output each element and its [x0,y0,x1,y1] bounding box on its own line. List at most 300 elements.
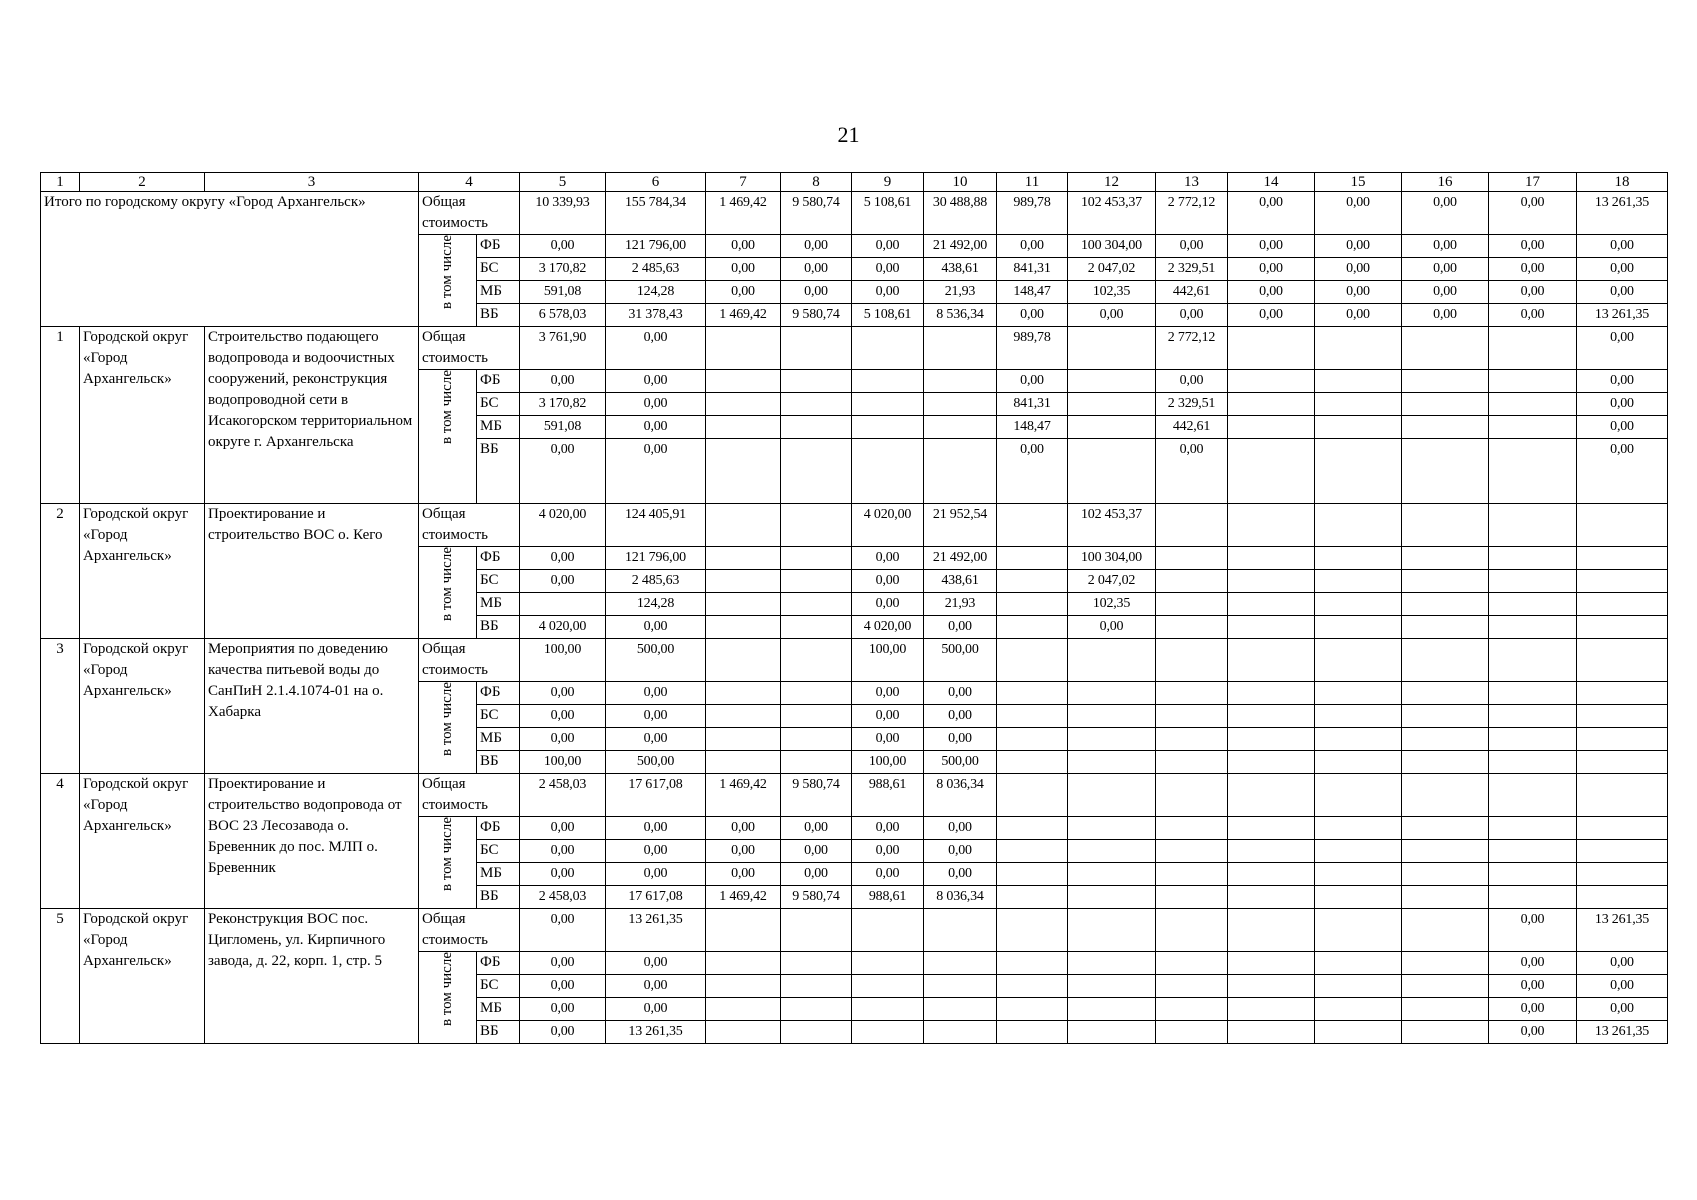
value-cell-col-10: 500,00 [924,639,997,682]
value-cell-col-18: 0,00 [1577,439,1668,504]
table-body [41,173,1668,1044]
value-cell-col-11: 0,00 [997,304,1068,327]
value-cell-col-15 [1315,998,1402,1021]
value-cell-col-7 [706,393,781,416]
funding-source-label: БС [477,393,520,416]
value-cell-col-11: 989,78 [997,327,1068,370]
value-cell-col-16 [1402,639,1489,682]
value-cell-col-10 [924,998,997,1021]
value-cell-col-16 [1402,1021,1489,1044]
value-cell-col-9 [852,975,924,998]
value-cell-col-7 [706,975,781,998]
value-cell-col-9: 0,00 [852,547,924,570]
value-cell-col-12: 100 304,00 [1068,235,1156,258]
value-cell-col-12 [1068,705,1156,728]
value-cell-col-10: 438,61 [924,570,997,593]
value-cell-col-15 [1315,416,1402,439]
value-cell-col-11 [997,817,1068,840]
value-cell-col-6: 0,00 [606,840,706,863]
project-description: Мероприятия по доведению качества питьевой воды до СанПиН 2.1.4.1074-01 на о. Хабарка [205,639,419,774]
value-cell-col-6: 2 485,63 [606,570,706,593]
project-number: 4 [41,774,80,909]
value-cell-col-7: 1 469,42 [706,886,781,909]
value-cell-col-5: 0,00 [520,728,606,751]
value-cell-col-11: 841,31 [997,393,1068,416]
value-cell-col-9: 0,00 [852,593,924,616]
value-cell-col-16 [1402,998,1489,1021]
funding-source-label: БС [477,258,520,281]
value-cell-col-14 [1228,774,1315,817]
value-cell-col-13: 0,00 [1156,235,1228,258]
value-cell-col-18 [1577,682,1668,705]
funding-source-label: БС [477,840,520,863]
value-cell-col-14 [1228,1021,1315,1044]
value-cell-col-12 [1068,439,1156,504]
value-cell-col-12 [1068,774,1156,817]
project-2-total-row [41,504,1668,547]
value-cell-col-17 [1489,570,1577,593]
value-cell-col-5: 0,00 [520,370,606,393]
value-cell-col-8 [781,593,852,616]
value-cell-col-14 [1228,327,1315,370]
value-cell-col-9: 0,00 [852,840,924,863]
value-cell-col-15: 0,00 [1315,235,1402,258]
value-cell-col-13 [1156,817,1228,840]
value-cell-col-17 [1489,886,1577,909]
value-cell-col-12 [1068,1021,1156,1044]
value-cell-col-7: 1 469,42 [706,774,781,817]
value-cell-col-5: 10 339,93 [520,192,606,235]
including-label-cell [419,682,477,774]
value-cell-col-5: 6 578,03 [520,304,606,327]
value-cell-col-6: 0,00 [606,370,706,393]
value-cell-col-17 [1489,817,1577,840]
value-cell-col-7 [706,998,781,1021]
funding-source-label: МБ [477,728,520,751]
value-cell-col-6: 124,28 [606,593,706,616]
value-cell-col-11: 148,47 [997,416,1068,439]
col-num-11: 11 [997,173,1068,192]
value-cell-col-17 [1489,547,1577,570]
value-cell-col-11: 0,00 [997,370,1068,393]
value-cell-col-17: 0,00 [1489,258,1577,281]
value-cell-col-9: 0,00 [852,258,924,281]
value-cell-col-17 [1489,682,1577,705]
value-cell-col-17: 0,00 [1489,235,1577,258]
value-cell-col-5: 0,00 [520,998,606,1021]
value-cell-col-17: 0,00 [1489,281,1577,304]
value-cell-col-6: 17 617,08 [606,886,706,909]
project-number: 3 [41,639,80,774]
value-cell-col-6: 0,00 [606,439,706,504]
value-cell-col-11 [997,909,1068,952]
value-cell-col-17 [1489,863,1577,886]
value-cell-col-8 [781,416,852,439]
value-cell-col-18: 0,00 [1577,370,1668,393]
value-cell-col-7 [706,570,781,593]
value-cell-col-5: 591,08 [520,281,606,304]
value-cell-col-18 [1577,639,1668,682]
value-cell-col-15 [1315,886,1402,909]
column-number-row [41,173,1668,192]
value-cell-col-13: 2 329,51 [1156,393,1228,416]
value-cell-col-7: 1 469,42 [706,304,781,327]
value-cell-col-18 [1577,840,1668,863]
value-cell-col-11 [997,886,1068,909]
value-cell-col-5: 4 020,00 [520,504,606,547]
col-num-12: 12 [1068,173,1156,192]
value-cell-col-10: 21,93 [924,281,997,304]
including-label: в том числе [439,235,455,310]
funding-source-label: БС [477,975,520,998]
value-cell-col-11 [997,998,1068,1021]
value-cell-col-18: 0,00 [1577,327,1668,370]
value-cell-col-16 [1402,886,1489,909]
value-cell-col-7 [706,952,781,975]
total-cost-label: Общая стоимость [419,192,520,235]
value-cell-col-8 [781,616,852,639]
value-cell-col-6: 124,28 [606,281,706,304]
value-cell-col-8: 0,00 [781,863,852,886]
value-cell-col-18: 0,00 [1577,975,1668,998]
value-cell-col-11 [997,863,1068,886]
value-cell-col-12 [1068,327,1156,370]
value-cell-col-8 [781,975,852,998]
value-cell-col-13 [1156,682,1228,705]
funding-source-label: ФБ [477,547,520,570]
funding-source-label: БС [477,705,520,728]
value-cell-col-14 [1228,439,1315,504]
value-cell-col-15 [1315,952,1402,975]
value-cell-col-5: 0,00 [520,547,606,570]
value-cell-col-12: 102 453,37 [1068,192,1156,235]
value-cell-col-18 [1577,728,1668,751]
value-cell-col-10: 0,00 [924,840,997,863]
value-cell-col-6: 0,00 [606,952,706,975]
funding-source-label: ФБ [477,235,520,258]
including-label: в том числе [439,547,455,622]
value-cell-col-16 [1402,728,1489,751]
value-cell-col-8 [781,393,852,416]
value-cell-col-8: 9 580,74 [781,192,852,235]
value-cell-col-13: 2 772,12 [1156,192,1228,235]
value-cell-col-15 [1315,975,1402,998]
value-cell-col-6: 2 485,63 [606,258,706,281]
value-cell-col-11: 841,31 [997,258,1068,281]
value-cell-col-17: 0,00 [1489,1021,1577,1044]
value-cell-col-14: 0,00 [1228,235,1315,258]
value-cell-col-9: 988,61 [852,886,924,909]
project-3-total-row [41,639,1668,682]
value-cell-col-10: 0,00 [924,817,997,840]
value-cell-col-15: 0,00 [1315,192,1402,235]
value-cell-col-16 [1402,817,1489,840]
value-cell-col-8: 0,00 [781,235,852,258]
value-cell-col-16: 0,00 [1402,281,1489,304]
value-cell-col-13: 0,00 [1156,439,1228,504]
value-cell-col-14 [1228,416,1315,439]
investment-table [40,172,1668,1044]
value-cell-col-10: 0,00 [924,682,997,705]
value-cell-col-10: 0,00 [924,728,997,751]
col-num-10: 10 [924,173,997,192]
value-cell-col-7 [706,682,781,705]
value-cell-col-10: 21 952,54 [924,504,997,547]
project-district: Городской округ «Город Архангельск» [80,504,205,639]
value-cell-col-18 [1577,616,1668,639]
col-num-9: 9 [852,173,924,192]
value-cell-col-9: 0,00 [852,705,924,728]
value-cell-col-13: 442,61 [1156,416,1228,439]
value-cell-col-15 [1315,705,1402,728]
value-cell-col-11 [997,751,1068,774]
value-cell-col-13: 2 772,12 [1156,327,1228,370]
value-cell-col-14 [1228,817,1315,840]
value-cell-col-6: 0,00 [606,863,706,886]
value-cell-col-16 [1402,416,1489,439]
col-num-14: 14 [1228,173,1315,192]
value-cell-col-12: 0,00 [1068,304,1156,327]
value-cell-col-18 [1577,570,1668,593]
value-cell-col-6: 155 784,34 [606,192,706,235]
value-cell-col-13 [1156,774,1228,817]
including-label-cell [419,370,477,504]
value-cell-col-11 [997,975,1068,998]
project-1-total-row [41,327,1668,370]
value-cell-col-15 [1315,774,1402,817]
project-number: 1 [41,327,80,504]
value-cell-col-5: 0,00 [520,235,606,258]
value-cell-col-12 [1068,393,1156,416]
value-cell-col-10: 21 492,00 [924,547,997,570]
value-cell-col-8 [781,547,852,570]
value-cell-col-15 [1315,593,1402,616]
value-cell-col-14 [1228,393,1315,416]
value-cell-col-13: 0,00 [1156,370,1228,393]
value-cell-col-10 [924,327,997,370]
value-cell-col-11: 148,47 [997,281,1068,304]
value-cell-col-13 [1156,728,1228,751]
value-cell-col-6: 0,00 [606,393,706,416]
value-cell-col-17 [1489,840,1577,863]
value-cell-col-7 [706,909,781,952]
value-cell-col-15 [1315,1021,1402,1044]
value-cell-col-9: 100,00 [852,751,924,774]
value-cell-col-11 [997,774,1068,817]
value-cell-col-7: 0,00 [706,840,781,863]
value-cell-col-12: 2 047,02 [1068,570,1156,593]
value-cell-col-14 [1228,840,1315,863]
value-cell-col-12 [1068,863,1156,886]
value-cell-col-13 [1156,840,1228,863]
project-district: Городской округ «Город Архангельск» [80,327,205,504]
value-cell-col-8 [781,370,852,393]
value-cell-col-6: 121 796,00 [606,547,706,570]
value-cell-col-8 [781,909,852,952]
value-cell-col-10 [924,370,997,393]
value-cell-col-12 [1068,998,1156,1021]
value-cell-col-9: 0,00 [852,863,924,886]
value-cell-col-9: 0,00 [852,728,924,751]
value-cell-col-13 [1156,593,1228,616]
value-cell-col-16 [1402,504,1489,547]
value-cell-col-12: 0,00 [1068,616,1156,639]
value-cell-col-11 [997,952,1068,975]
value-cell-col-13 [1156,570,1228,593]
value-cell-col-9: 988,61 [852,774,924,817]
value-cell-col-14 [1228,593,1315,616]
project-number: 5 [41,909,80,1044]
including-label-cell [419,952,477,1044]
value-cell-col-6: 0,00 [606,728,706,751]
funding-source-label: ФБ [477,370,520,393]
total-cost-label: Общая стоимость [419,504,520,547]
value-cell-col-10 [924,952,997,975]
value-cell-col-13 [1156,547,1228,570]
col-num-5: 5 [520,173,606,192]
project-4-total-row [41,774,1668,817]
value-cell-col-8 [781,439,852,504]
value-cell-col-11 [997,682,1068,705]
value-cell-col-9: 0,00 [852,682,924,705]
value-cell-col-14 [1228,952,1315,975]
value-cell-col-15 [1315,840,1402,863]
value-cell-col-13 [1156,886,1228,909]
value-cell-col-15 [1315,547,1402,570]
value-cell-col-9: 5 108,61 [852,192,924,235]
value-cell-col-7: 0,00 [706,235,781,258]
funding-source-label: ВБ [477,439,520,504]
value-cell-col-17 [1489,774,1577,817]
value-cell-col-18: 0,00 [1577,235,1668,258]
value-cell-col-7: 0,00 [706,281,781,304]
value-cell-col-13 [1156,705,1228,728]
value-cell-col-12 [1068,952,1156,975]
value-cell-col-12 [1068,817,1156,840]
value-cell-col-8: 9 580,74 [781,304,852,327]
funding-source-label: ВБ [477,616,520,639]
value-cell-col-10 [924,909,997,952]
value-cell-col-16: 0,00 [1402,258,1489,281]
value-cell-col-15 [1315,863,1402,886]
value-cell-col-6: 0,00 [606,817,706,840]
value-cell-col-12: 102 453,37 [1068,504,1156,547]
funding-source-label: БС [477,570,520,593]
total-cost-label: Общая стоимость [419,639,520,682]
value-cell-col-7 [706,327,781,370]
value-cell-col-17 [1489,327,1577,370]
value-cell-col-14 [1228,909,1315,952]
value-cell-col-5: 4 020,00 [520,616,606,639]
value-cell-col-10: 8 536,34 [924,304,997,327]
funding-source-label: ВБ [477,1021,520,1044]
value-cell-col-5: 591,08 [520,416,606,439]
value-cell-col-6: 13 261,35 [606,909,706,952]
value-cell-col-12 [1068,840,1156,863]
value-cell-col-15: 0,00 [1315,281,1402,304]
value-cell-col-5: 0,00 [520,952,606,975]
value-cell-col-5: 0,00 [520,570,606,593]
value-cell-col-5: 0,00 [520,1021,606,1044]
value-cell-col-9: 0,00 [852,817,924,840]
value-cell-col-8 [781,751,852,774]
value-cell-col-14 [1228,616,1315,639]
value-cell-col-16 [1402,370,1489,393]
value-cell-col-6: 0,00 [606,416,706,439]
value-cell-col-16 [1402,774,1489,817]
value-cell-col-14 [1228,682,1315,705]
col-num-2: 2 [80,173,205,192]
value-cell-col-12 [1068,639,1156,682]
value-cell-col-14 [1228,863,1315,886]
value-cell-col-14: 0,00 [1228,192,1315,235]
col-num-4: 4 [419,173,520,192]
value-cell-col-7 [706,705,781,728]
value-cell-col-7 [706,593,781,616]
funding-source-label: МБ [477,998,520,1021]
value-cell-col-13 [1156,639,1228,682]
value-cell-col-9 [852,370,924,393]
including-label: в том числе [439,682,455,757]
summary-total-row [41,192,1668,235]
value-cell-col-17 [1489,370,1577,393]
value-cell-col-14 [1228,370,1315,393]
value-cell-col-18: 13 261,35 [1577,1021,1668,1044]
value-cell-col-8: 9 580,74 [781,774,852,817]
value-cell-col-6: 0,00 [606,616,706,639]
value-cell-col-17 [1489,439,1577,504]
value-cell-col-17 [1489,639,1577,682]
value-cell-col-10: 500,00 [924,751,997,774]
value-cell-col-16 [1402,863,1489,886]
value-cell-col-7 [706,547,781,570]
value-cell-col-18: 0,00 [1577,393,1668,416]
funding-source-label: ФБ [477,682,520,705]
summary-title: Итого по городскому округу «Город Архангельск» [41,192,419,327]
value-cell-col-13: 2 329,51 [1156,258,1228,281]
value-cell-col-14: 0,00 [1228,258,1315,281]
value-cell-col-14 [1228,570,1315,593]
value-cell-col-6: 0,00 [606,998,706,1021]
value-cell-col-15 [1315,682,1402,705]
value-cell-col-8: 9 580,74 [781,886,852,909]
value-cell-col-16 [1402,593,1489,616]
value-cell-col-16 [1402,616,1489,639]
value-cell-col-16 [1402,840,1489,863]
project-5-total-row [41,909,1668,952]
value-cell-col-5: 0,00 [520,840,606,863]
funding-source-label: ВБ [477,751,520,774]
value-cell-col-10: 21,93 [924,593,997,616]
value-cell-col-12 [1068,370,1156,393]
value-cell-col-17: 0,00 [1489,192,1577,235]
value-cell-col-16 [1402,570,1489,593]
value-cell-col-18 [1577,705,1668,728]
value-cell-col-5: 3 170,82 [520,393,606,416]
value-cell-col-10: 30 488,88 [924,192,997,235]
col-num-1: 1 [41,173,80,192]
value-cell-col-13 [1156,504,1228,547]
value-cell-col-18 [1577,863,1668,886]
value-cell-col-10 [924,439,997,504]
including-label: в том числе [439,952,455,1027]
value-cell-col-10: 438,61 [924,258,997,281]
value-cell-col-16: 0,00 [1402,304,1489,327]
value-cell-col-17: 0,00 [1489,909,1577,952]
value-cell-col-13 [1156,998,1228,1021]
value-cell-col-7 [706,370,781,393]
value-cell-col-10 [924,393,997,416]
